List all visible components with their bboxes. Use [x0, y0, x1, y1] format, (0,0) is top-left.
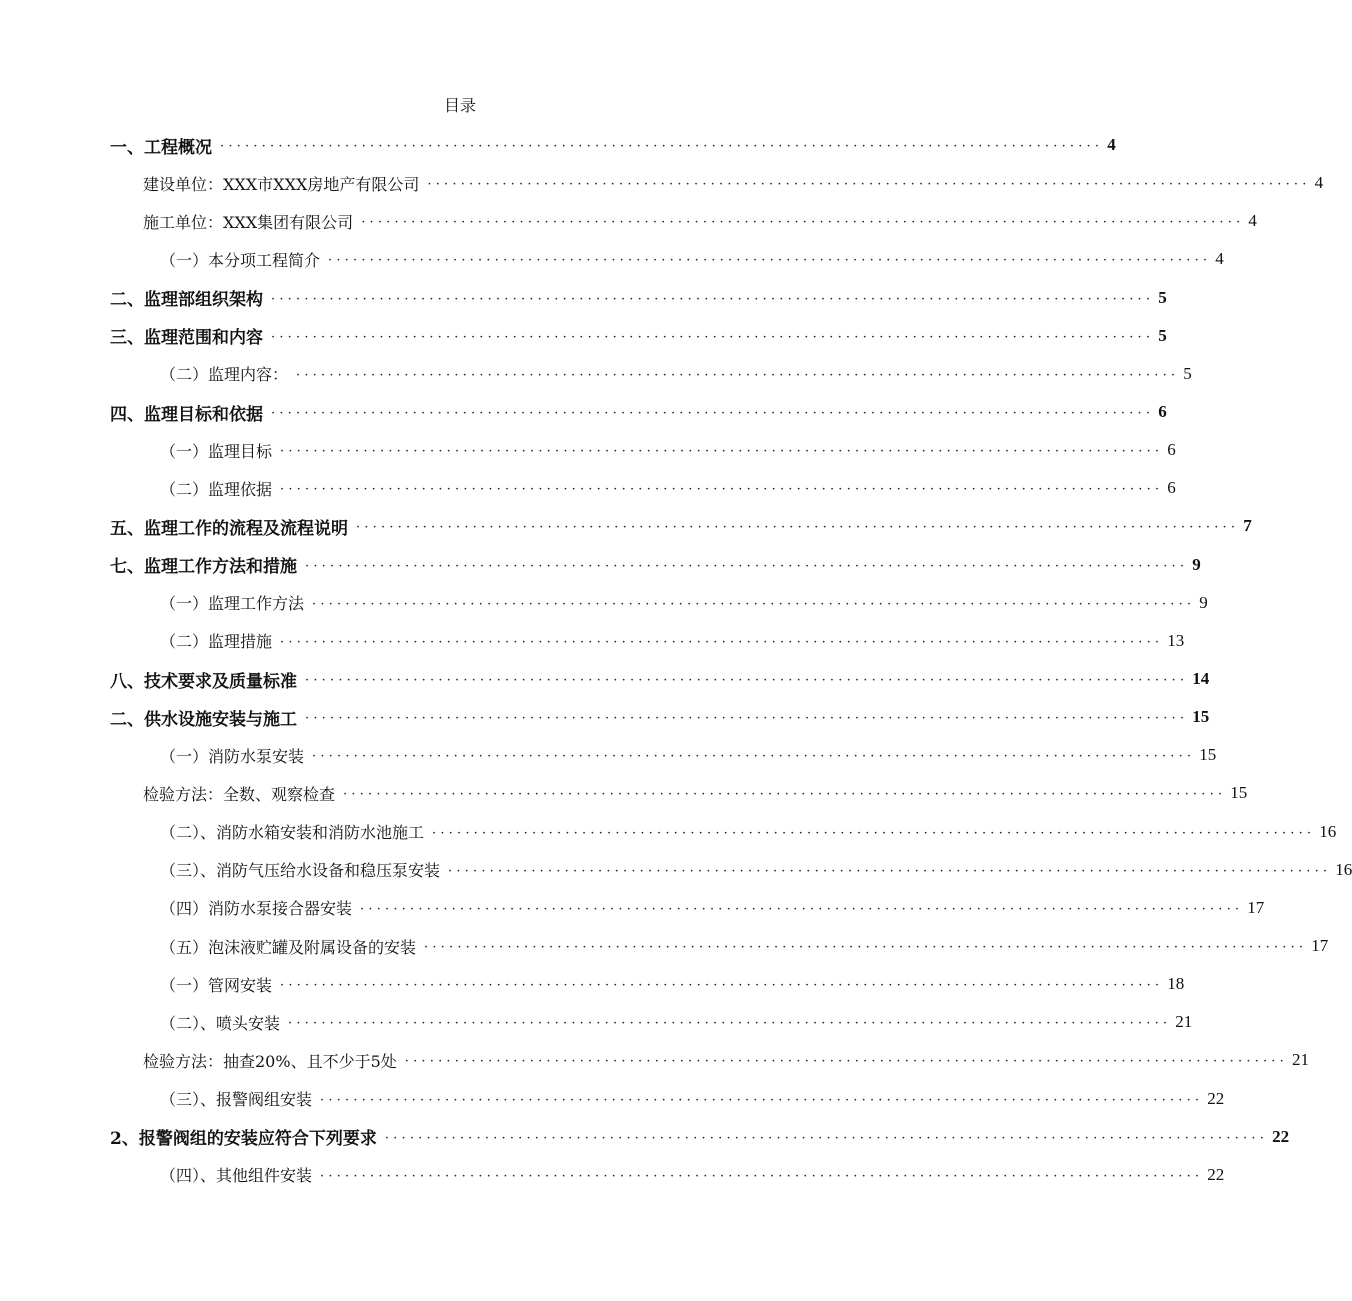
toc-page-number: 4: [1314, 173, 1324, 193]
toc-entry-text: （四）消防水泵接合器安装: [160, 899, 353, 919]
toc-entry-text: 二、监理部组织架构: [110, 290, 263, 311]
toc-leader-dots: ··········································································································: [427, 177, 1311, 193]
toc-page-number: 14: [1192, 669, 1210, 689]
toc-page-number: 6: [1167, 478, 1176, 498]
toc-page-number: 6: [1167, 440, 1176, 460]
toc-leader-dots: ··········································································································: [305, 711, 1189, 727]
toc-entry[interactable]: [0, 622, 1185, 660]
toc-leader-dots: ··········································································································: [360, 901, 1244, 917]
toc-entry[interactable]: [0, 927, 1329, 965]
toc-entry-text: 检验方法：全数、观察检查: [143, 784, 336, 804]
toc-leader-dots: ··········································································································: [296, 367, 1180, 383]
toc-entry[interactable]: [0, 889, 1265, 927]
toc-entry-text: 二、供水设施安装与施工: [110, 709, 297, 730]
toc-entry-text: （一）监理工作方法: [160, 594, 305, 614]
toc-entry[interactable]: [0, 1080, 1225, 1118]
toc-entry[interactable]: [0, 736, 1217, 774]
toc-page-number: 9: [1199, 592, 1208, 612]
toc-leader-dots: ··········································································································: [220, 139, 1104, 155]
toc-entry[interactable]: [0, 393, 1167, 431]
toc-leader-dots: ··········································································································: [320, 1168, 1204, 1184]
toc-leader-dots: ··········································································································: [280, 482, 1164, 498]
toc-entry-text: （二）监理措施: [160, 632, 273, 652]
toc-entry[interactable]: [0, 126, 1116, 164]
toc-entry-text: 一、工程概况: [110, 137, 212, 158]
toc-page-number: 21: [1291, 1050, 1309, 1070]
toc-page-number: 15: [1230, 783, 1248, 803]
toc-entry[interactable]: [0, 355, 1192, 393]
toc-entry[interactable]: [0, 851, 1352, 889]
toc-page-number: 4: [1248, 211, 1257, 231]
toc-page-number: 6: [1158, 402, 1167, 422]
toc-leader-dots: ··········································································································: [328, 253, 1212, 269]
toc-entry-text: （二）、喷头安装: [160, 1013, 281, 1033]
toc-leader-dots: ··········································································································: [424, 940, 1308, 956]
toc-entry[interactable]: [0, 660, 1210, 698]
toc-entry-text: 2、报警阀组的安装应符合下列要求: [110, 1129, 377, 1150]
toc-entry-text: （二）监理内容：: [160, 365, 289, 385]
toc-entry[interactable]: [0, 698, 1210, 736]
toc-page-number: 15: [1199, 745, 1217, 765]
toc-title: 目录: [443, 96, 476, 115]
toc-entry[interactable]: [0, 584, 1208, 622]
toc-entry-text: （一）消防水泵安装: [160, 746, 305, 766]
toc-entry-text: 建设单位：XXX市XXX房地产有限公司: [143, 174, 420, 194]
toc-page-number: 16: [1319, 821, 1337, 841]
toc-page-number: 4: [1107, 135, 1116, 155]
toc-leader-dots: ··········································································································: [361, 215, 1245, 231]
toc-entry-text: 四、监理目标和依据: [110, 404, 263, 425]
toc-page-number: 21: [1175, 1012, 1193, 1032]
toc-page-number: 4: [1215, 249, 1224, 269]
toc-entry[interactable]: [0, 469, 1176, 507]
toc-leader-dots: ··········································································································: [305, 558, 1189, 574]
toc-entry-text: （三）、消防气压给水设备和稳压泵安装: [160, 861, 441, 881]
toc-page-number: 7: [1243, 516, 1252, 536]
toc-entry[interactable]: [0, 279, 1167, 317]
toc-leader-dots: ··········································································································: [320, 1092, 1204, 1108]
toc-leader-dots: ··········································································································: [280, 444, 1164, 460]
toc-page-number: 13: [1167, 630, 1185, 650]
toc-page-number: 15: [1192, 707, 1210, 727]
toc-entry[interactable]: [0, 164, 1324, 202]
toc-leader-dots: ··········································································································: [356, 520, 1240, 536]
toc-leader-dots: ··········································································································: [288, 1016, 1172, 1032]
toc-leader-dots: ··········································································································: [432, 825, 1316, 841]
toc-entry-text: （三）、报警阀组安装: [160, 1090, 313, 1110]
toc-leader-dots: ··········································································································: [280, 634, 1164, 650]
toc-leader-dots: ··········································································································: [305, 673, 1189, 689]
toc-entry[interactable]: [0, 202, 1257, 240]
toc-page-number: 5: [1183, 363, 1192, 383]
toc-leader-dots: ··········································································································: [280, 978, 1164, 994]
toc-entry-text: （一）本分项工程简介: [160, 250, 321, 270]
toc-entry-text: （一）监理目标: [160, 441, 273, 461]
toc-entry[interactable]: [0, 813, 1337, 851]
toc-entry-text: 三、监理范围和内容: [110, 328, 263, 349]
toc-leader-dots: ··········································································································: [448, 863, 1332, 879]
toc-entry-text: （二）监理依据: [160, 479, 273, 499]
toc-leader-dots: ··········································································································: [343, 787, 1227, 803]
toc-entry[interactable]: [0, 1118, 1290, 1156]
toc-leader-dots: ··········································································································: [384, 1130, 1269, 1146]
toc-leader-dots: ··········································································································: [271, 291, 1155, 307]
toc-entry-text: （五）泡沫液贮罐及附属设备的安装: [160, 937, 417, 957]
toc-page-number: 9: [1192, 554, 1201, 574]
toc-leader-dots: ··········································································································: [404, 1054, 1288, 1070]
toc-page-number: 16: [1335, 859, 1352, 879]
toc-page-number: 22: [1272, 1126, 1290, 1146]
toc-entry[interactable]: [0, 965, 1185, 1003]
toc-leader-dots: ··········································································································: [312, 749, 1196, 765]
toc-entry[interactable]: [0, 1041, 1309, 1079]
toc-page-number: 22: [1207, 1088, 1225, 1108]
toc-entry-text: 施工单位：XXX集团有限公司: [143, 212, 354, 232]
toc-entry[interactable]: [0, 317, 1167, 355]
toc-page-number: 5: [1158, 287, 1167, 307]
toc-page-number: 22: [1207, 1164, 1225, 1184]
toc-page-number: 17: [1247, 897, 1265, 917]
toc-leader-dots: ··········································································································: [271, 329, 1155, 345]
toc-entry-text: （一）管网安装: [160, 975, 273, 995]
toc-entry-text: （四）、其他组件安装: [160, 1166, 313, 1186]
toc-entry[interactable]: [0, 507, 1252, 545]
toc-entry[interactable]: [0, 240, 1224, 278]
toc-entry-text: （二）、消防水箱安装和消防水池施工: [160, 823, 425, 843]
toc-page-number: 17: [1311, 936, 1329, 956]
toc-page-number: 18: [1167, 974, 1185, 994]
toc-entry-text: 五、监理工作的流程及流程说明: [110, 518, 348, 539]
toc-entry[interactable]: [0, 546, 1201, 584]
toc-entry-text: 八、技术要求及质量标准: [110, 671, 297, 692]
toc-entry[interactable]: [0, 431, 1176, 469]
toc-list: [0, 126, 1352, 1194]
toc-entry[interactable]: [0, 1156, 1225, 1194]
toc-leader-dots: ··········································································································: [312, 596, 1196, 612]
toc-entry-text: 检验方法：抽查20%、且不少于5处: [143, 1051, 397, 1071]
toc-entry-text: 七、监理工作方法和措施: [110, 557, 297, 578]
toc-entry[interactable]: [0, 1003, 1193, 1041]
toc-entry[interactable]: [0, 774, 1248, 812]
toc-page-number: 5: [1158, 325, 1167, 345]
toc-leader-dots: ··········································································································: [271, 406, 1155, 422]
